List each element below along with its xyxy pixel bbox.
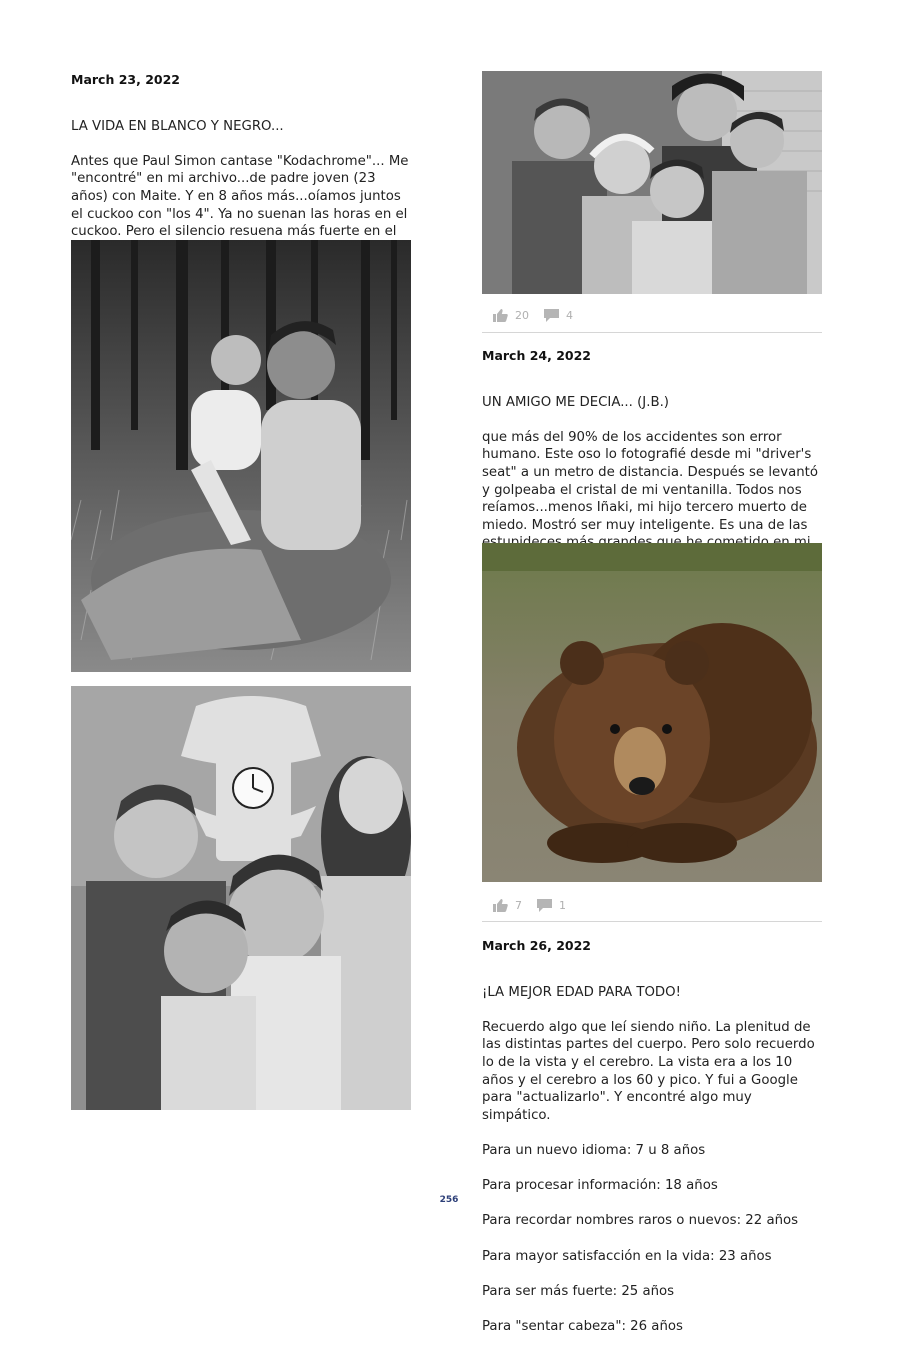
photo-bear[interactable] <box>482 543 822 882</box>
page-number: 256 <box>439 1195 459 1205</box>
divider <box>482 921 822 922</box>
thumbs-up-icon <box>492 898 509 913</box>
post-date: March 23, 2022 <box>71 72 180 87</box>
post-headline: ¡LA MEJOR EDAD PARA TODO! <box>482 984 681 1000</box>
like-count: 20 <box>515 308 529 322</box>
list-item: Para mayor satisfacción en la vida: 23 años <box>482 1248 772 1264</box>
list-item: Para procesar información: 18 años <box>482 1178 718 1194</box>
like-button[interactable] <box>492 898 522 913</box>
list-item: Para recordar nombres raros o nuevos: 22 años <box>482 1213 799 1229</box>
post-date: March 26, 2022 <box>482 938 591 953</box>
post-date: March 24, 2022 <box>482 348 591 363</box>
post-text: Recuerdo algo que leí siendo niño. La plenitud de las distintas partes del cuerpo. Pero solo recuerdo lo de la vista y el cerebro. La vista era a los 10 años y el cerebro a los 60 y pico. Y fui a Google para "actualizarlo". Y encontré algo muy simpático. <box>482 1019 815 1123</box>
photo-children-cuckoo-clock[interactable] <box>71 686 411 1110</box>
thumbs-up-icon <box>492 308 509 323</box>
list-item: Para "sentar cabeza": 26 años <box>482 1318 683 1334</box>
list-item: Para ser más fuerte: 25 años <box>482 1283 675 1299</box>
divider <box>482 332 822 333</box>
comment-count: 4 <box>566 308 573 322</box>
post-headline: UN AMIGO ME DECIA... (J.B.) <box>482 394 669 410</box>
reactions-bar <box>482 894 822 916</box>
list-item: Para un nuevo idioma: 7 u 8 años <box>482 1142 706 1158</box>
post-body <box>482 966 822 1353</box>
like-button[interactable] <box>492 308 529 323</box>
comment-bubble-icon <box>543 308 560 323</box>
like-count: 7 <box>515 898 522 912</box>
post-text: Antes que Paul Simon cantase "Kodachrome"... Me "encontré" en mi archivo...de padre joven (23 años) con Maite. Y en 8 años más...oíamos juntos el cuckoo con "los 4". Ya no suenan las horas en el cuckoo. Pero el silencio resuena más fuerte en el <box>71 153 409 240</box>
photo-family-group[interactable] <box>482 71 822 294</box>
post-text: que más del 90% de los accidentes son error humano. Este oso lo fotografié desde mi "driver's seat" a un metro de distancia. Después se levantó y golpeaba el cristal de mi ventanilla. Todos nos reíamos...menos Iñaki, mi hijo tercero muerto de miedo. Mostró ser muy inteligente. Es una de las <box>482 429 819 533</box>
post-headline: LA VIDA EN BLANCO Y NEGRO... <box>71 118 284 134</box>
comment-button[interactable] <box>543 308 573 323</box>
comment-count: 1 <box>559 898 566 912</box>
comment-button[interactable] <box>536 898 566 913</box>
reactions-bar <box>482 304 822 326</box>
comment-bubble-icon <box>536 898 553 913</box>
photo-father-with-baby[interactable] <box>71 240 411 672</box>
